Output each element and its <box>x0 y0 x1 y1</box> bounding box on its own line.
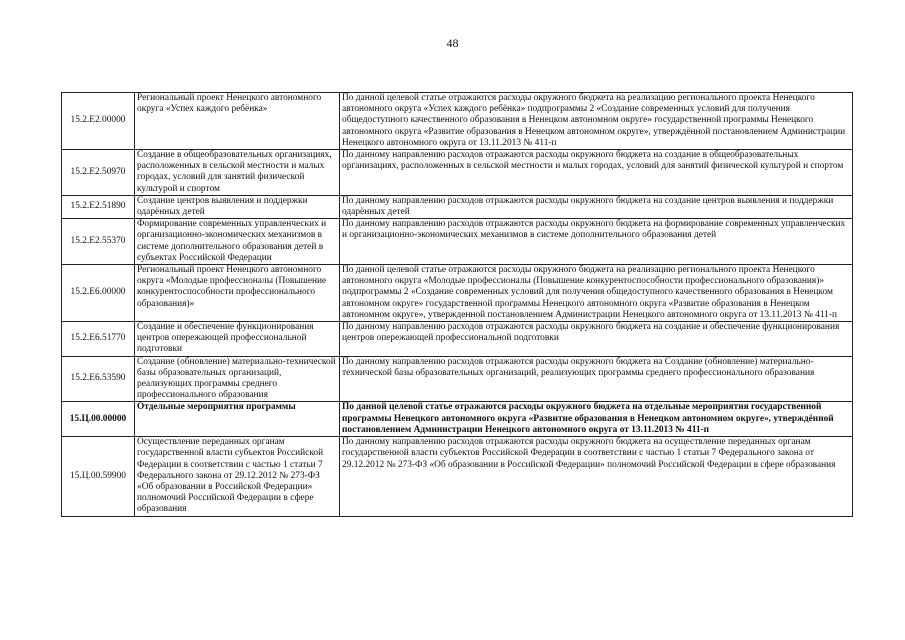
table-body <box>62 93 853 517</box>
page-number: 48 <box>446 36 459 50</box>
target-article-name-cell: Создание в общеобразовательных организациях, расположенных в сельской местности и малых городах, условий для занятий физической культурой и спортом <box>135 150 340 196</box>
target-article-code-cell: 15.2.E2.50970 <box>62 150 135 196</box>
target-article-description-cell: По данному направлению расходов отражаются расходы окружного бюджета на создание центров выявления и поддержки одарённых детей <box>340 195 853 218</box>
table-row <box>62 150 853 196</box>
target-article-code-cell: 15.2.E2.00000 <box>62 93 135 150</box>
target-article-description-cell: По данной целевой статье отражаются расходы окружного бюджета на реализацию регионального проекта Ненецкого автономного округа «Успех каждого ребёнка» подпрограммы 2 «Создание современных условий для получения общедоступного качественного образования в Ненецком автономном округе» государственной программы Ненецкого автономного округа «Развитие образования в Ненецком автономном округе», утверждённой постановлением Администрации Ненецкого автономного округа от 13.11.2013 № 411-п <box>340 93 853 150</box>
table-row <box>62 322 853 357</box>
target-article-description-cell: По данной целевой статье отражаются расходы окружного бюджета на реализацию регионального проекта Ненецкого автономного округа «Молодые профессионалы (Повышение конкурентоспособности профессионального образования)» подпрограммы 2 «Создание современных условий для получения общедоступного качественного образования в Ненецком автономном округе» государственной программы Ненецкого автономного округа «Развитие образования в Ненецком автономном округе», утвержденной постановлением Администрации Ненецкого автономного округа от 13.11.2013 № 411-п <box>340 265 853 322</box>
target-article-name-cell: Отдельные мероприятия программы <box>135 402 340 437</box>
target-article-code-cell: 15.2.E2.51890 <box>62 195 135 218</box>
table-row <box>62 402 853 437</box>
target-article-name-cell: Формирование современных управленческих и организационно-экономических механизмов в системе дополнительного образования детей в субъектах Российской Федерации <box>135 219 340 265</box>
target-article-description-cell: По данной целевой статье отражаются расходы окружного бюджета на отдельные мероприятия государственной программы Ненецкого автономного округа «Развитие образования в Ненецком автономном округе», утверждённой постановлением Администрации Ненецкого автономного округа от 13.11.2013 № 411-п <box>340 402 853 437</box>
table-row <box>62 195 853 218</box>
target-article-name-cell: Создание и обеспечение функционирования центров опережающей профессиональной подготовки <box>135 322 340 357</box>
budget-classification-table <box>61 92 853 517</box>
target-article-description-cell: По данному направлению расходов отражаются расходы окружного бюджета на создание и обеспечение функционирования центров опережающей профессиональной подготовки <box>340 322 853 357</box>
target-article-name-cell: Региональный проект Ненецкого автономного округа «Молодые профессионалы (Повышение конкурентоспособности профессионального образования)» <box>135 265 340 322</box>
target-article-code-cell: 15.Ц.00.00000 <box>62 402 135 437</box>
target-article-description-cell: По данному направлению расходов отражаются расходы окружного бюджета на Создание (обновление) материально-технической базы образовательных организаций, реализующих программы среднего профессионального образования <box>340 356 853 402</box>
target-article-code-cell: 15.2.E6.53590 <box>62 356 135 402</box>
target-article-name-cell: Региональный проект Ненецкого автономного округа «Успех каждого ребёнка» <box>135 93 340 150</box>
table-row <box>62 437 853 516</box>
table-row <box>62 356 853 402</box>
target-article-name-cell: Создание центров выявления и поддержки одарённых детей <box>135 195 340 218</box>
target-article-code-cell: 15.Ц.00.59900 <box>62 437 135 516</box>
target-article-description-cell: По данному направлению расходов отражаются расходы окружного бюджета на создание в общеобразовательных организациях, расположенных в сельской местности и малых городах, условий для занятий физической культурой и спортом <box>340 150 853 196</box>
target-article-code-cell: 15.2.E6.00000 <box>62 265 135 322</box>
target-article-code-cell: 15.2.E2.55370 <box>62 219 135 265</box>
target-article-name-cell: Создание (обновление) материально-технической базы образовательных организаций, реализующих программы среднего профессионального образования <box>135 356 340 402</box>
table-row <box>62 219 853 265</box>
target-article-description-cell: По данному направлению расходов отражаются расходы окружного бюджета на осуществление переданных органам государственной власти субъектов Российской Федерации в соответствии с частью 1 статьи 7 Федерального закона от 29.12.2012 № 273-ФЗ «Об образовании в Российской Федерации» полномочий Российской Федерации в сфере образования <box>340 437 853 516</box>
target-article-code-cell: 15.2.E6.51770 <box>62 322 135 357</box>
table-row <box>62 93 853 150</box>
target-article-name-cell: Осуществление переданных органам государственной власти субъектов Российской Федерации в соответствии с частью 1 статьи 7 Федерального закона от 29.12.2012 № 273-ФЗ «Об образовании в Российской Федерации» полномочий Российской Федерации в сфере образования <box>135 437 340 516</box>
target-article-description-cell: По данному направлению расходов отражаются расходы окружного бюджета на формирование современных управленческих и организационно-экономических механизмов в системе дополнительного образования детей <box>340 219 853 265</box>
table-row <box>62 265 853 322</box>
